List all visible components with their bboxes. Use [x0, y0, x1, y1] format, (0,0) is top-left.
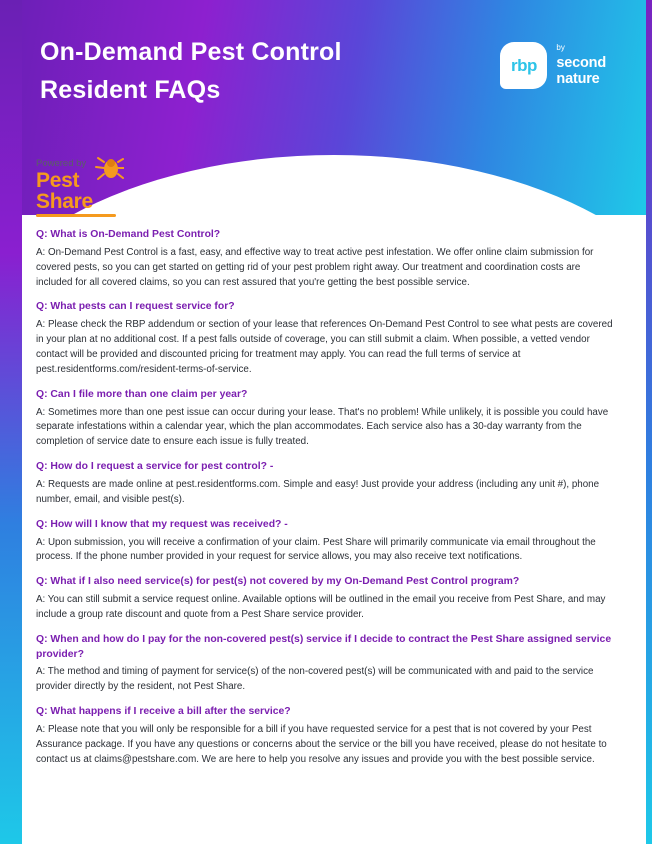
logo-by-label: by — [556, 42, 565, 52]
faq-question: Q: What happens if I receive a bill after the service? — [36, 706, 291, 718]
faq-answer: A: Please check the RBP addendum or section of your lease that references On-Demand Pest Control to see what pests are covered in your plan at no additional cost. If a pest falls outside of coverage, you can still submit a claim. When possible, a vetted vendor contact will be provided and discounted pricing for treatment may apply. You can read the full terms of service at pest.residentforms.com/resident-terms-of-service. — [36, 319, 613, 375]
faq-answer: A: Sometimes more than one pest issue can occur during your lease. That's no problem! While unlikely, it is possible you could have separate infestations within a calendar year, which the plan accommodates. Each service also has a 30-day warranty from the completion of service date to ensure each issue is fully treated. — [36, 406, 609, 448]
faq-item — [36, 460, 616, 508]
page-title — [40, 36, 342, 108]
pestshare-word-share: Share — [36, 189, 93, 213]
faq-item — [36, 705, 616, 767]
faq-item — [36, 228, 616, 290]
page-title-line2: Resident FAQs — [40, 75, 221, 104]
logo-brand-line1: second — [556, 54, 606, 71]
faq-question: Q: What is On-Demand Pest Control? — [36, 229, 221, 240]
faq-item — [36, 388, 616, 450]
faq-question: Q: How do I request a service for pest control? - — [36, 461, 274, 473]
faq-item — [36, 518, 616, 566]
logo-brand-line2: nature — [556, 70, 600, 87]
bug-icon — [94, 156, 124, 182]
pestshare-wordmark — [36, 171, 116, 217]
rbp-badge-icon — [500, 42, 547, 89]
faq-item — [36, 575, 616, 623]
faq-question: Q: What if I also need service(s) for pest(s) not covered by my On-Demand Pest Control program? — [36, 576, 520, 588]
left-gradient-bar — [0, 0, 22, 844]
pestshare-word-pest: Pest — [36, 169, 80, 192]
faq-answer: A: Upon submission, you will receive a confirmation of your claim. Pest Share will primarily communicate via email throughout the process. If the phone number provided in your request for service allows, you may also receive text notifications. — [36, 536, 596, 563]
faq-question: Q: Can I file more than one claim per year? — [36, 388, 248, 400]
faq-question: Q: When and how do I pay for the non-covered pest(s) service if I decide to contract the Pest Share assigned service provider? — [36, 633, 612, 660]
rbp-second-nature-logo — [500, 42, 606, 89]
pestshare-underline — [36, 214, 116, 217]
second-nature-wordmark — [556, 44, 606, 87]
faq-answer: A: On-Demand Pest Control is a fast, easy, and effective way to treat active pest infestation. We offer online claim submission for covered pests, so you can get started on getting rid of your pest problem right away. Our treatment and coordination costs are included for all covered claims, so you can rest assured that you're getting the best possible service. — [36, 246, 594, 288]
faq-item — [36, 300, 616, 377]
faq-answer: A: The method and timing of payment for service(s) of the non-covered pest(s) will be communicated with and paid to the service provider directly by the resident, not Pest Share. — [36, 666, 594, 693]
right-gradient-bar — [646, 0, 652, 844]
faq-list — [36, 228, 616, 778]
powered-by-label: Powered by — [36, 158, 87, 169]
page-title-line1: On-Demand Pest Control — [40, 38, 342, 66]
faq-item — [36, 633, 616, 695]
faq-answer: A: Please note that you will only be responsible for a bill if you have requested service for a pest that is not covered by your Pest Assurance package. If you have any questions or concerns about the service or the bill you have received, please do not hesitate to contact us at claims@pestshare.com. We are here to help you resolve any issues and provide you with the best possible service. — [36, 723, 607, 765]
pestshare-logo — [36, 158, 166, 217]
rbp-badge-label: rbp — [510, 55, 537, 75]
faq-question: Q: How will I know that my request was received? - — [36, 518, 288, 530]
faq-answer: A: You can still submit a service request online. Available options will be outlined in the email you receive from Pest Share, and may include a group rate discount and quote from a Pest Share service provider. — [36, 594, 606, 620]
faq-answer: A: Requests are made online at pest.residentforms.com. Simple and easy! Just provide your address (including any unit #), phone number, email, and visible pest(s). — [36, 478, 600, 505]
faq-question: Q: What pests can I request service for? — [36, 301, 235, 313]
